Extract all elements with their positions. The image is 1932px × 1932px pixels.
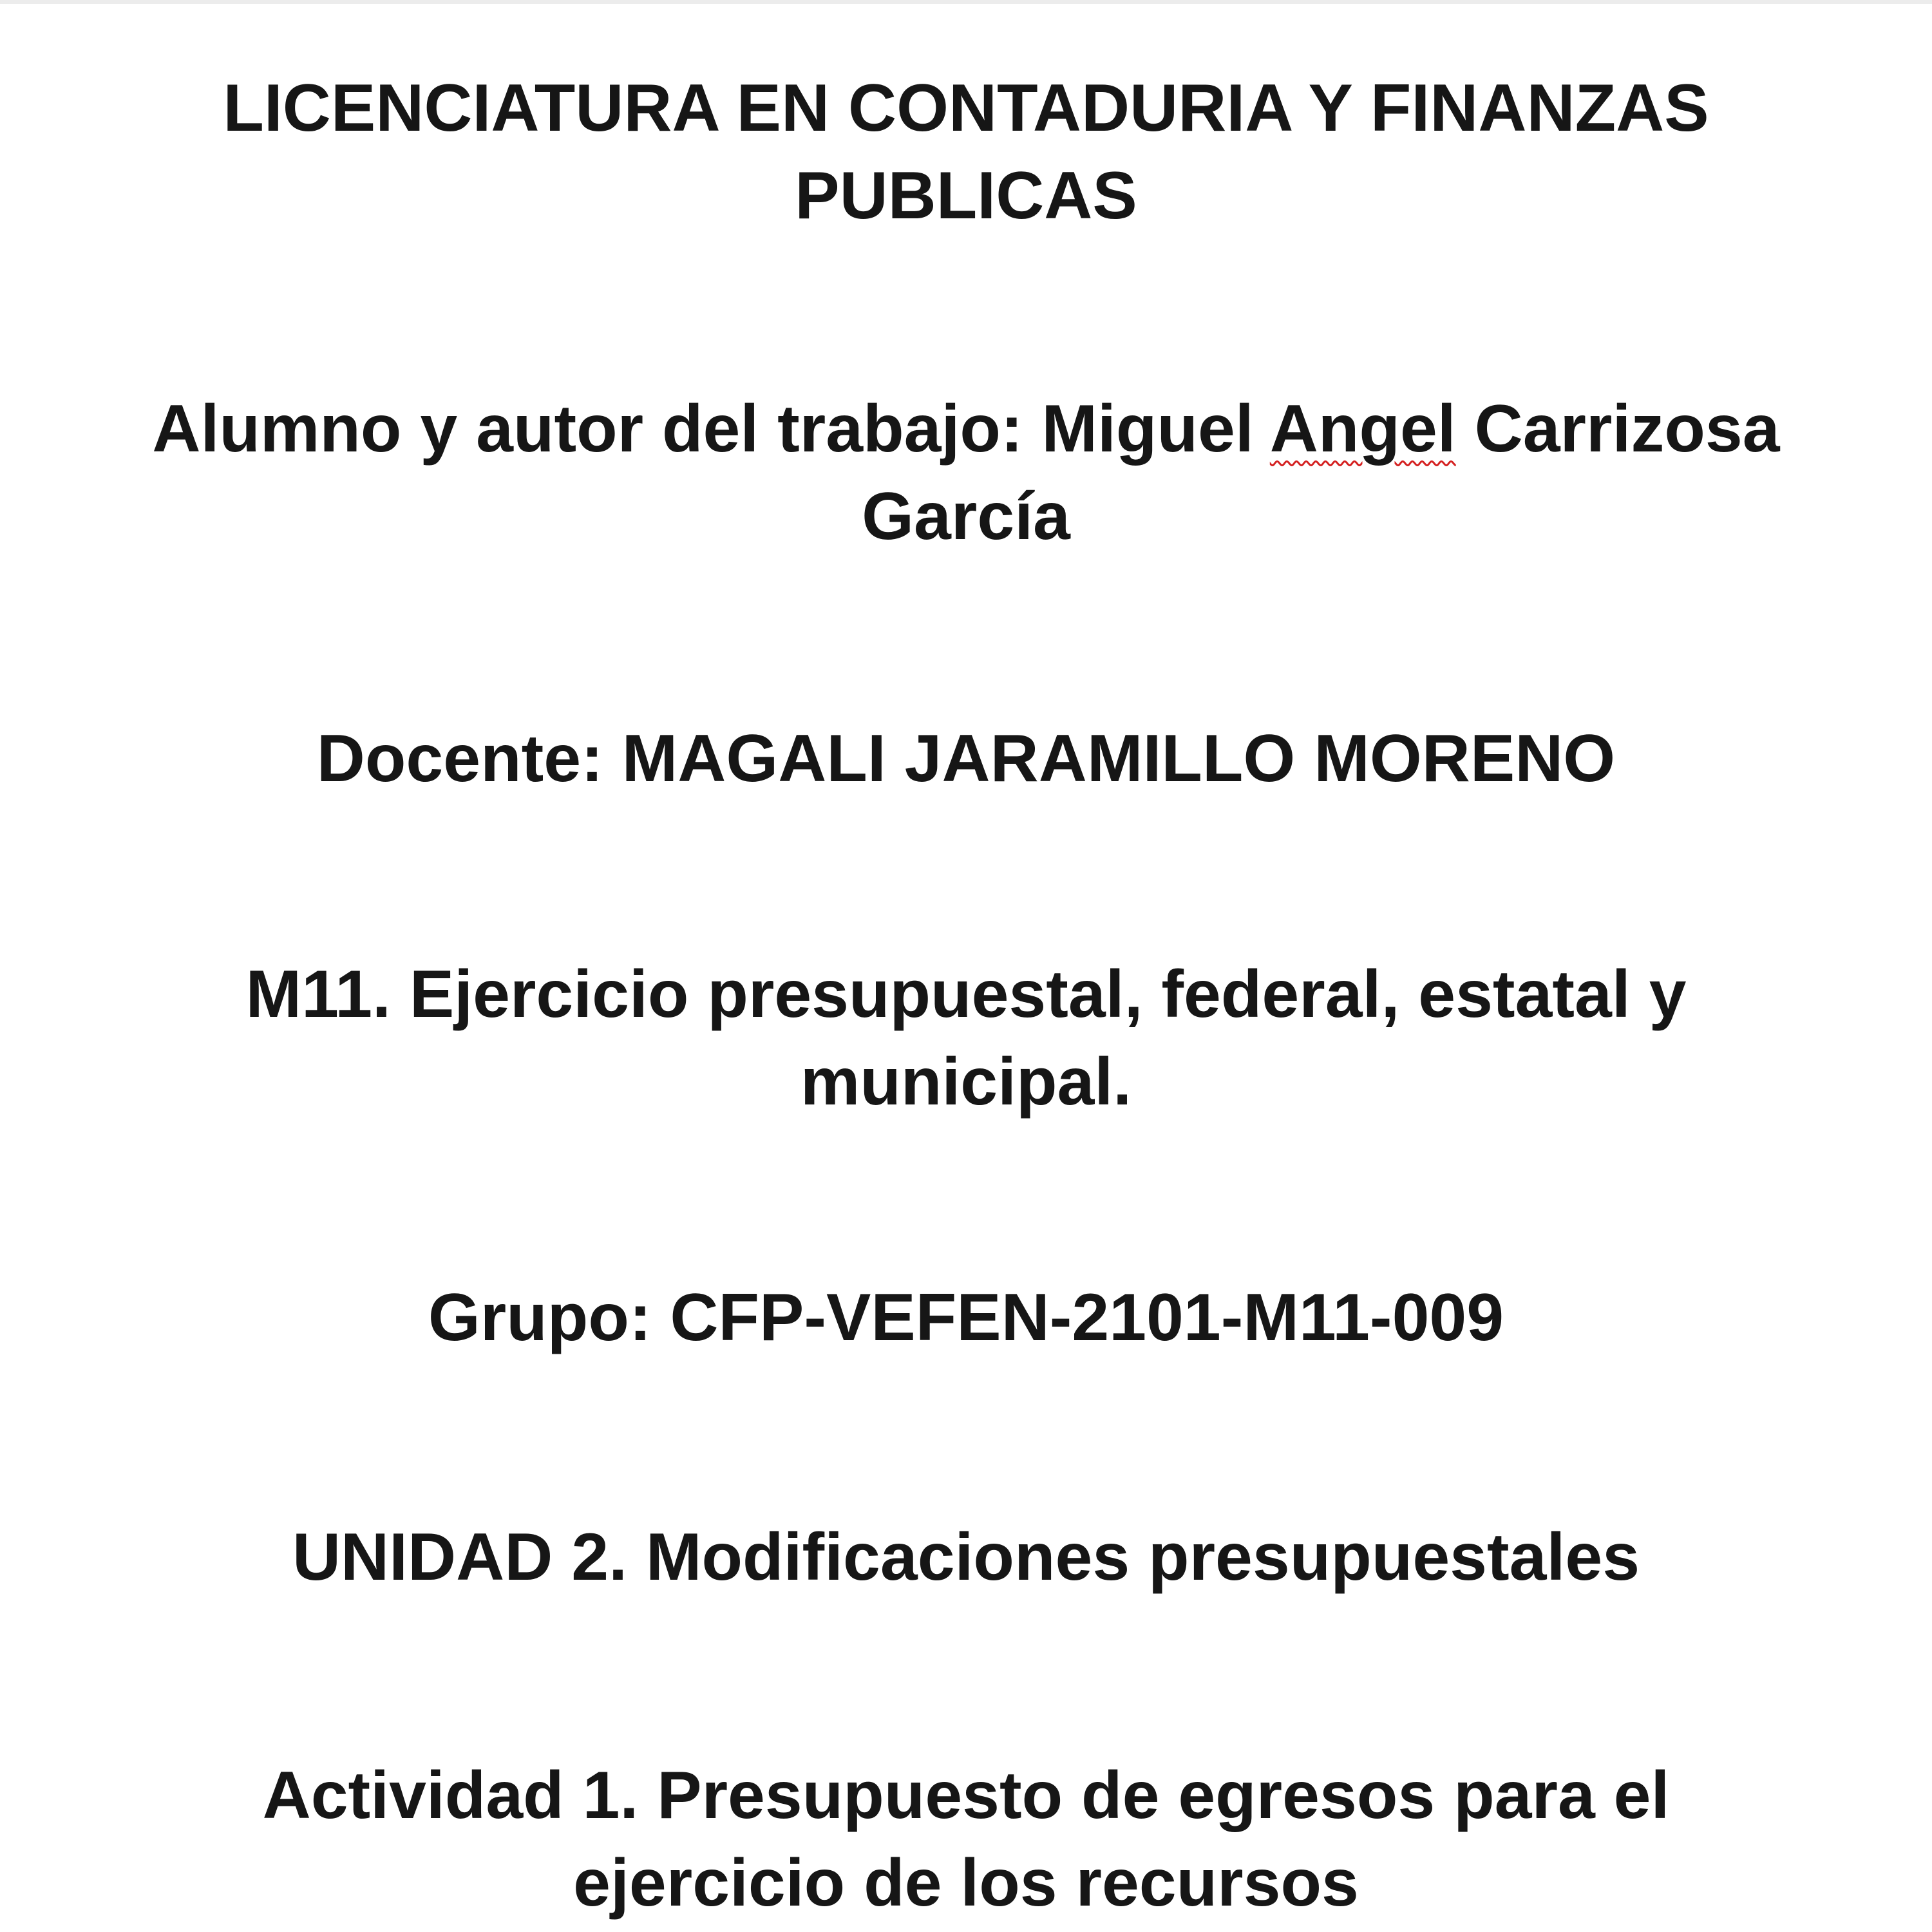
- group-info: [0, 1274, 1932, 1361]
- student-info-line1: [0, 385, 1932, 473]
- student-info-line2: García: [862, 479, 1070, 554]
- student-info: [0, 385, 1932, 560]
- unit-title: [0, 1513, 1932, 1601]
- student-middle-name: Angel: [1269, 392, 1456, 466]
- unit-line: UNIDAD 2. Modificaciones presupuestales: [292, 1520, 1640, 1595]
- module-title-line2: municipal.: [800, 1045, 1132, 1119]
- degree-title-line1: LICENCIATURA EN CONTADURIA Y FINANZAS: [223, 71, 1709, 146]
- activity-title: [0, 1752, 1932, 1927]
- teacher-info: [0, 715, 1932, 802]
- degree-title: [0, 64, 1932, 240]
- module-title-line1: M11. Ejercicio presupuestal, federal, estatal y: [245, 957, 1687, 1032]
- top-border: [0, 0, 1932, 4]
- activity-title-line1: Actividad 1. Presupuesto de egresos para el: [262, 1758, 1670, 1833]
- teacher-line: Docente: MAGALI JARAMILLO MORENO: [316, 721, 1616, 796]
- activity-title-line2: ejercicio de los recursos: [573, 1846, 1359, 1920]
- student-last-name: Carrizosa: [1474, 392, 1780, 466]
- student-first-name: Miguel: [1041, 392, 1254, 466]
- module-title: [0, 951, 1932, 1126]
- student-label: Alumno y autor del trabajo:: [152, 392, 1023, 466]
- degree-title-line2: PUBLICAS: [795, 158, 1137, 233]
- group-line: Grupo: CFP-VEFEN-2101-M11-009: [428, 1280, 1504, 1355]
